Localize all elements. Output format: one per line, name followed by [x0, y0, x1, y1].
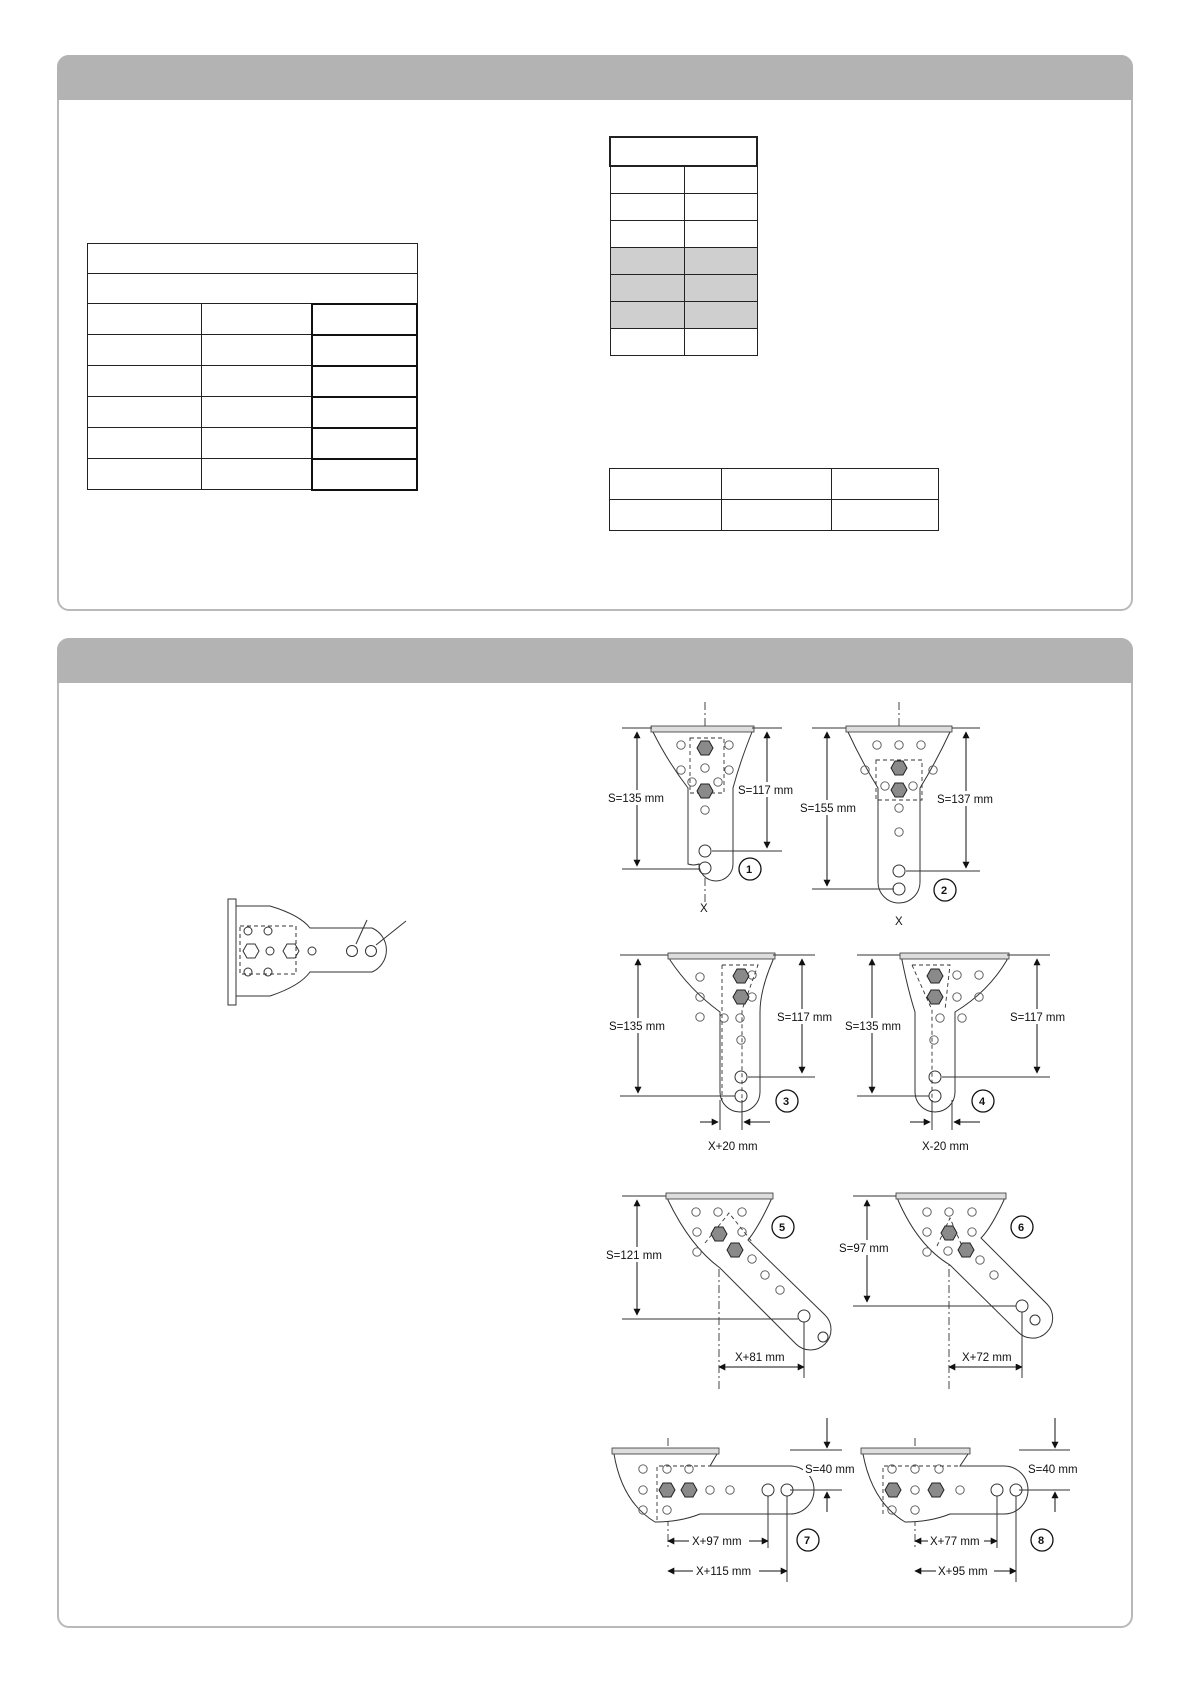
dim-label: X+81 mm — [735, 1352, 785, 1364]
figure-number: 2 — [941, 885, 948, 897]
figure-number: 4 — [979, 1096, 986, 1108]
dim-label: X+97 mm — [692, 1536, 742, 1548]
dim-label: S=137 mm — [937, 794, 993, 806]
figure-number: 1 — [746, 864, 753, 876]
dim-label: S=117 mm — [777, 1012, 833, 1024]
dim-label: S=97 mm — [839, 1243, 889, 1255]
dim-label: S=135 mm — [608, 793, 664, 805]
axis-label: X — [700, 903, 708, 915]
dim-label: S=117 mm — [738, 785, 794, 797]
dim-label: X+72 mm — [962, 1352, 1012, 1364]
figure-7 — [612, 1418, 855, 1582]
dim-label: X-20 mm — [922, 1141, 969, 1153]
figure-5 — [604, 1193, 831, 1390]
figure-number: 5 — [779, 1222, 786, 1234]
figure-3 — [607, 953, 833, 1153]
dim-label: X+115 mm — [696, 1566, 752, 1578]
axis-label: X — [895, 916, 903, 928]
figure-6 — [837, 1193, 1053, 1390]
figure-number: 6 — [1018, 1222, 1025, 1234]
dim-label: S=121 mm — [606, 1250, 662, 1262]
dim-label: S=135 mm — [845, 1021, 901, 1033]
figure-number: 8 — [1038, 1535, 1045, 1547]
figure-number: 3 — [783, 1096, 790, 1108]
dim-label: X+77 mm — [930, 1536, 980, 1548]
dim-label: X+95 mm — [938, 1566, 988, 1578]
figure-8 — [861, 1418, 1080, 1582]
figure-4 — [843, 953, 1068, 1153]
figure-number: 7 — [804, 1535, 811, 1547]
dim-label: S=117 mm — [1010, 1012, 1066, 1024]
figure-1 — [606, 702, 794, 915]
bracket-icon — [228, 899, 406, 1005]
dim-label: X+20 mm — [708, 1141, 758, 1153]
figure-2 — [797, 702, 994, 928]
dim-label: S=135 mm — [609, 1021, 665, 1033]
dim-label: S=40 mm — [805, 1464, 855, 1476]
dim-label: S=155 mm — [800, 803, 856, 815]
dim-label: S=40 mm — [1028, 1464, 1078, 1476]
